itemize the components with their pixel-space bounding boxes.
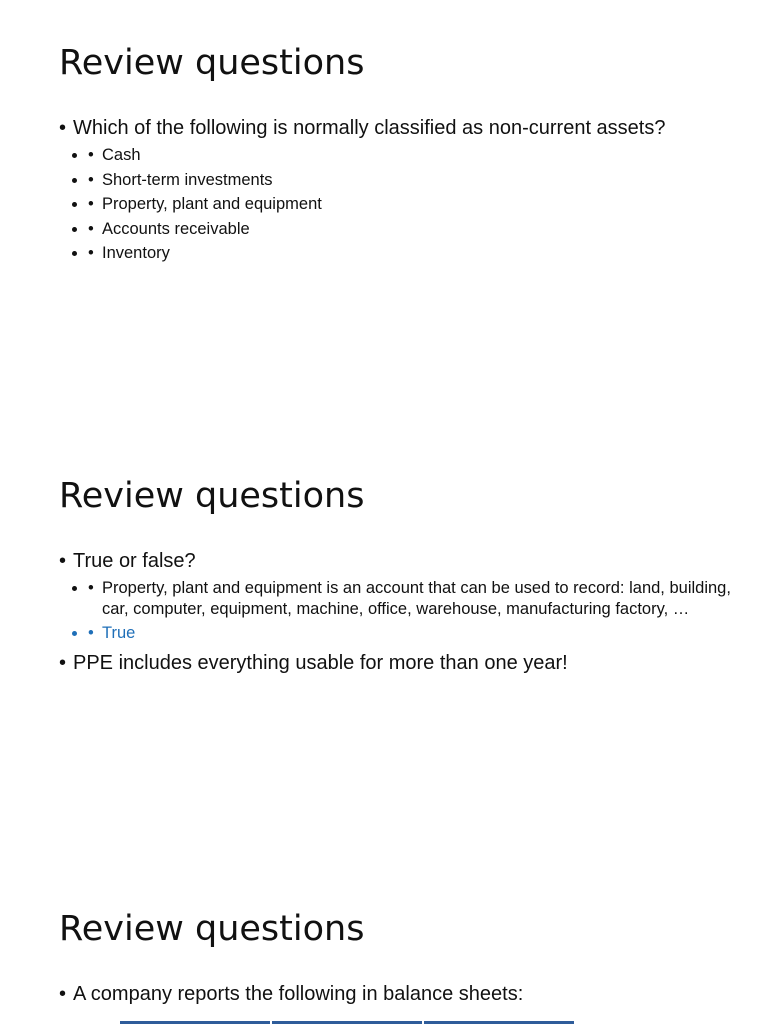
- slide-title: Review questions: [59, 476, 365, 516]
- option-item: • • Cash: [88, 145, 749, 166]
- slide-body: [59, 115, 749, 270]
- option-item: • • Inventory: [88, 243, 749, 264]
- option-item: • • Accounts receivable: [88, 219, 749, 240]
- slide-body: [59, 981, 749, 1011]
- question-text: • True or false?: [59, 548, 749, 574]
- option-item: • • Property, plant and equipment: [88, 194, 749, 215]
- slide-body: [59, 548, 749, 680]
- note-text: • PPE includes everything usable for more than one year!: [59, 650, 749, 676]
- slide-3: [0, 866, 768, 1024]
- slide-2: [0, 433, 768, 866]
- answer-text: • • True: [88, 623, 749, 644]
- slide-title: Review questions: [59, 43, 365, 83]
- slide-1: [0, 0, 768, 433]
- slide-title: Review questions: [59, 909, 365, 949]
- question-text: • A company reports the following in balance sheets:: [59, 981, 749, 1007]
- sub-items-list: [88, 578, 749, 644]
- options-list: [88, 145, 749, 264]
- question-text: • Which of the following is normally classified as non-current assets?: [59, 115, 749, 141]
- option-item: • • Short-term investments: [88, 170, 749, 191]
- statement-text: • • Property, plant and equipment is an account that can be used to record: land, building, car, computer, equipment, machine, office, warehouse, manufacturing factory, …: [88, 578, 749, 619]
